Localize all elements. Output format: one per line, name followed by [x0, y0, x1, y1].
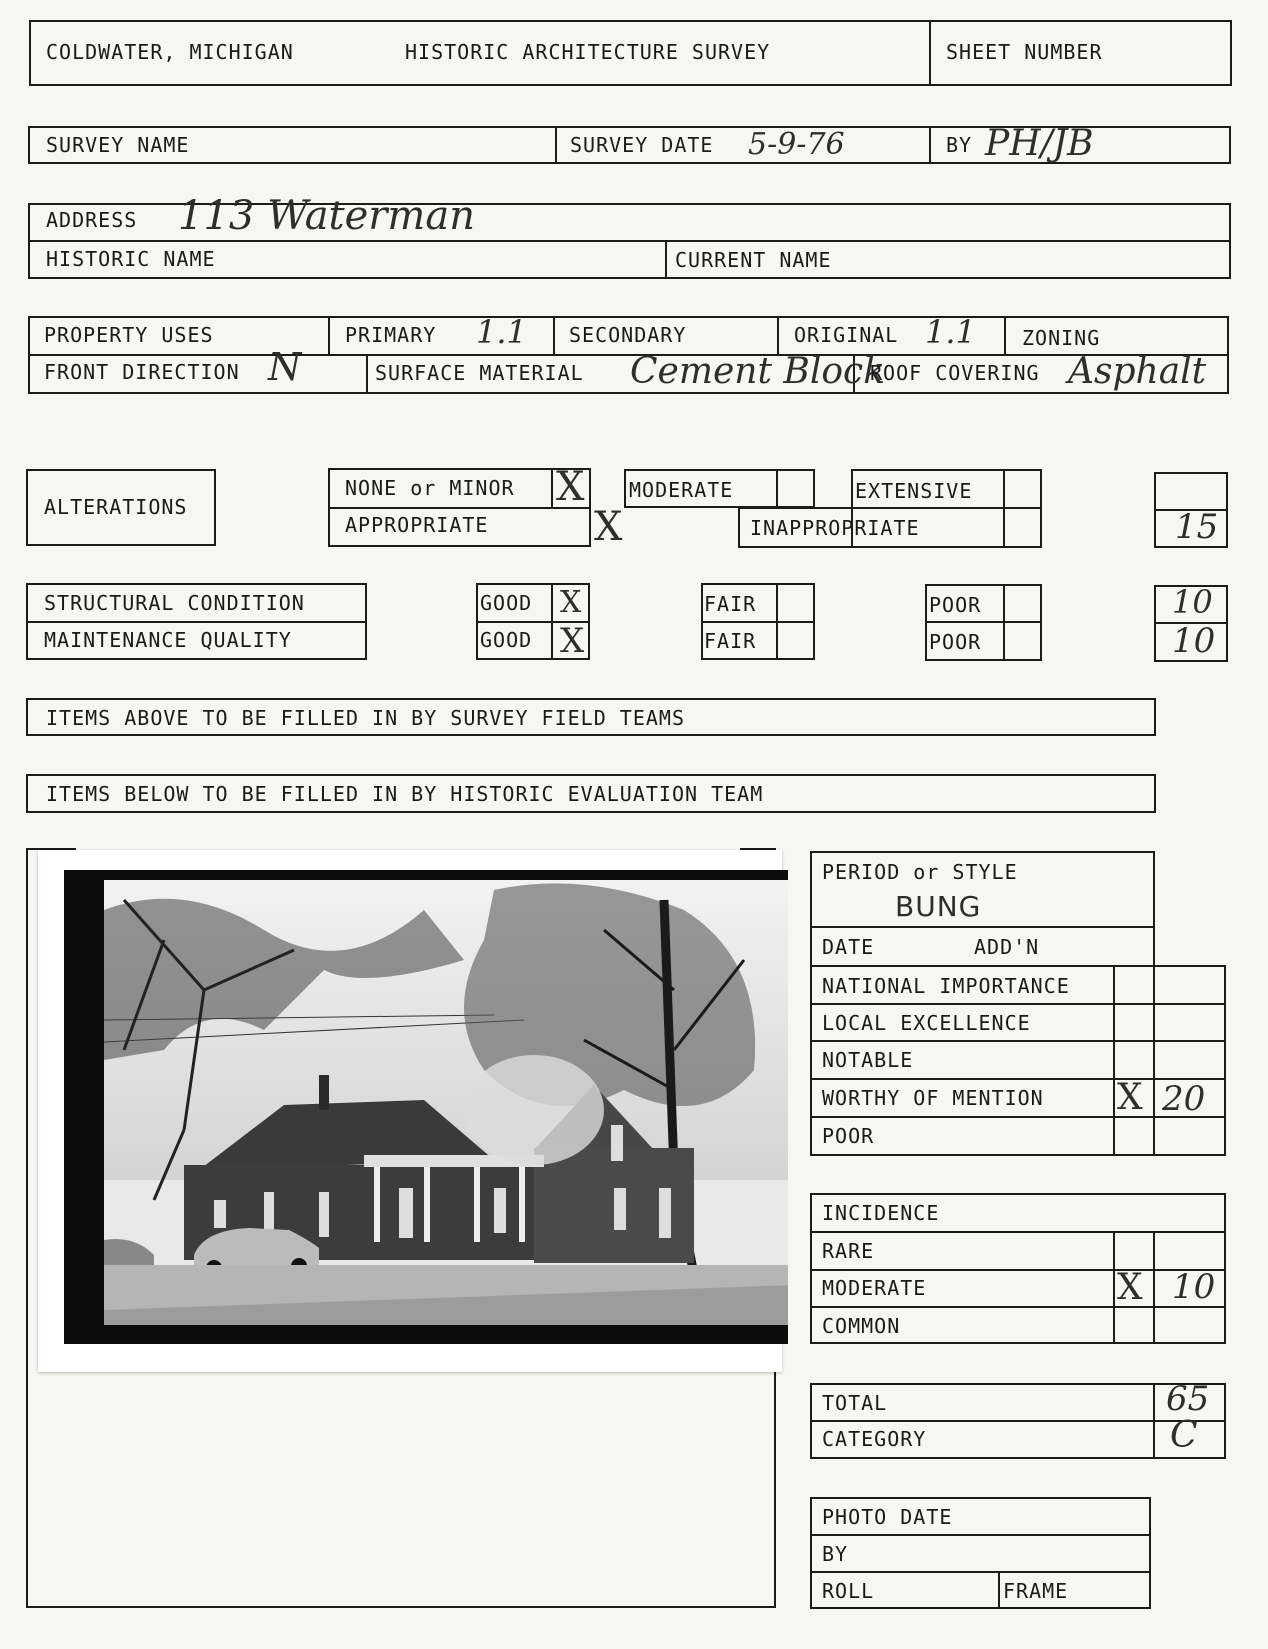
survey-name-label: SURVEY NAME [46, 133, 190, 157]
below-note: ITEMS BELOW TO BE FILLED IN BY HISTORIC EVALUATION TEAM [46, 782, 764, 806]
poor-divider [925, 621, 1042, 623]
property-div-4 [1004, 316, 1006, 354]
surface-material-value: Cement Block [630, 351, 886, 392]
condition-label-divider [26, 621, 367, 623]
address-value: 113 Waterman [178, 193, 475, 239]
sheet-number-label: SHEET NUMBER [946, 40, 1103, 64]
category-label: CATEGORY [822, 1427, 927, 1451]
appropriate-label: APPROPRIATE [345, 513, 489, 537]
notable-label: NOTABLE [822, 1048, 914, 1072]
alterations-label: ALTERATIONS [44, 495, 188, 519]
photo-date-label: PHOTO DATE [822, 1505, 953, 1529]
local-label: LOCAL EXCELLENCE [822, 1011, 1031, 1035]
poor-checkbox-edge [1003, 584, 1005, 661]
fair-checkbox-edge [776, 583, 778, 660]
total-value: 65 [1166, 1379, 1210, 1419]
maintenance-good-label: GOOD [480, 628, 533, 652]
structural-label: STRUCTURAL CONDITION [44, 591, 305, 615]
incidence-row-3 [810, 1306, 1226, 1308]
moderate-score: 10 [1172, 1267, 1216, 1307]
total-label: TOTAL [822, 1391, 888, 1415]
property-uses-label: PROPERTY USES [44, 323, 214, 347]
survey-date-value: 5-9-76 [748, 127, 845, 162]
period-value: BUNG [895, 890, 982, 923]
category-value: C [1170, 1415, 1198, 1456]
photo-by-label: BY [822, 1542, 849, 1566]
header-divider [929, 20, 931, 86]
house-photograph [38, 850, 782, 1372]
house-photo-image [64, 870, 788, 1344]
none-minor-checkbox-edge [551, 468, 553, 508]
front-direction-label: FRONT DIRECTION [44, 360, 240, 384]
incidence-row-1 [810, 1231, 1226, 1233]
incidence-col-2 [1153, 1231, 1155, 1344]
maintenance-fair-label: FAIR [704, 629, 757, 653]
structural-fair-label: FAIR [704, 592, 757, 616]
original-value: 1.1 [925, 313, 976, 351]
secondary-label: SECONDARY [569, 323, 687, 347]
photo-info-row-2 [810, 1571, 1151, 1573]
current-name-label: CURRENT NAME [675, 248, 832, 272]
inappropriate-label: INAPPROPRIATE [750, 516, 920, 540]
addn-label: ADD'N [974, 935, 1040, 959]
eval-poor-label: POOR [822, 1124, 875, 1148]
appropriate-edge [589, 507, 591, 547]
maintenance-label: MAINTENANCE QUALITY [44, 628, 292, 652]
structural-good-mark: X [560, 585, 582, 620]
common-label: COMMON [822, 1314, 901, 1338]
survey-by-label: BY [946, 133, 973, 157]
roof-covering-label: ROOF COVERING [870, 361, 1040, 385]
worthy-score: 20 [1162, 1079, 1206, 1119]
none-minor-label: NONE or MINOR [345, 476, 515, 500]
fair-divider [701, 621, 815, 623]
above-note: ITEMS ABOVE TO BE FILLED IN BY SURVEY FIELD TEAMS [46, 706, 686, 730]
totals-col [1153, 1383, 1155, 1459]
structural-good-label: GOOD [480, 591, 533, 615]
incidence-col-1 [1113, 1231, 1115, 1344]
front-direction-value: N [268, 345, 302, 389]
moderate-mark: X [1117, 1267, 1143, 1308]
survey-divider-1 [555, 126, 557, 164]
property-div-3 [777, 316, 779, 354]
property-div-5 [366, 354, 368, 394]
header-city: COLDWATER, MICHIGAN [46, 40, 294, 64]
importance-row-2 [810, 1040, 1226, 1042]
property-divider [28, 354, 1229, 356]
worthy-label: WORTHY OF MENTION [822, 1086, 1044, 1110]
incidence-row-2 [810, 1269, 1226, 1271]
national-label: NATIONAL IMPORTANCE [822, 974, 1070, 998]
period-label: PERIOD or STYLE [822, 860, 1018, 884]
address-label: ADDRESS [46, 208, 138, 232]
moderate-checkbox-edge [776, 469, 778, 508]
name-divider [665, 240, 667, 279]
survey-divider-2 [929, 126, 931, 164]
primary-label: PRIMARY [345, 323, 437, 347]
importance-row-1 [810, 1003, 1226, 1005]
moderate-label: MODERATE [629, 478, 734, 502]
header-title: HISTORIC ARCHITECTURE SURVEY [405, 40, 771, 64]
maintenance-poor-label: POOR [929, 630, 982, 654]
historic-name-label: HISTORIC NAME [46, 247, 216, 271]
roll-label: ROLL [822, 1579, 875, 1603]
inappropriate-top [738, 507, 1042, 509]
importance-col-2 [1153, 965, 1155, 1156]
property-div-1 [328, 316, 330, 354]
incidence-moderate-label: MODERATE [822, 1276, 927, 1300]
property-div-2 [553, 316, 555, 354]
importance-col-1 [1113, 965, 1115, 1156]
survey-right-edge [1229, 128, 1231, 164]
photo-info-col [998, 1571, 1000, 1609]
frame-label: FRAME [1003, 1579, 1069, 1603]
appropriate-mark: X [594, 504, 623, 550]
roof-covering-value: Asphalt [1068, 351, 1207, 392]
none-minor-mark: X [556, 464, 585, 510]
alterations-score: 15 [1175, 507, 1219, 547]
maintenance-score: 10 [1172, 621, 1216, 661]
survey-by-value: PH/JB [985, 123, 1094, 164]
good-checkbox-edge [551, 583, 553, 660]
totals-divider [810, 1420, 1226, 1422]
photo-info-row-1 [810, 1534, 1151, 1536]
structural-score: 10 [1172, 583, 1213, 621]
structural-poor-label: POOR [929, 593, 982, 617]
rare-label: RARE [822, 1239, 875, 1263]
extensive-label: EXTENSIVE [855, 479, 973, 503]
maintenance-good-mark: X [560, 621, 585, 661]
worthy-mark: X [1117, 1077, 1143, 1118]
address-divider [28, 240, 1231, 242]
survey-date-label: SURVEY DATE [570, 133, 714, 157]
zoning-label: ZONING [1022, 326, 1101, 350]
surface-material-label: SURFACE MATERIAL [375, 361, 584, 385]
incidence-label: INCIDENCE [822, 1201, 940, 1225]
primary-value: 1.1 [476, 313, 527, 351]
original-label: ORIGINAL [794, 323, 899, 347]
date-label: DATE [822, 935, 875, 959]
